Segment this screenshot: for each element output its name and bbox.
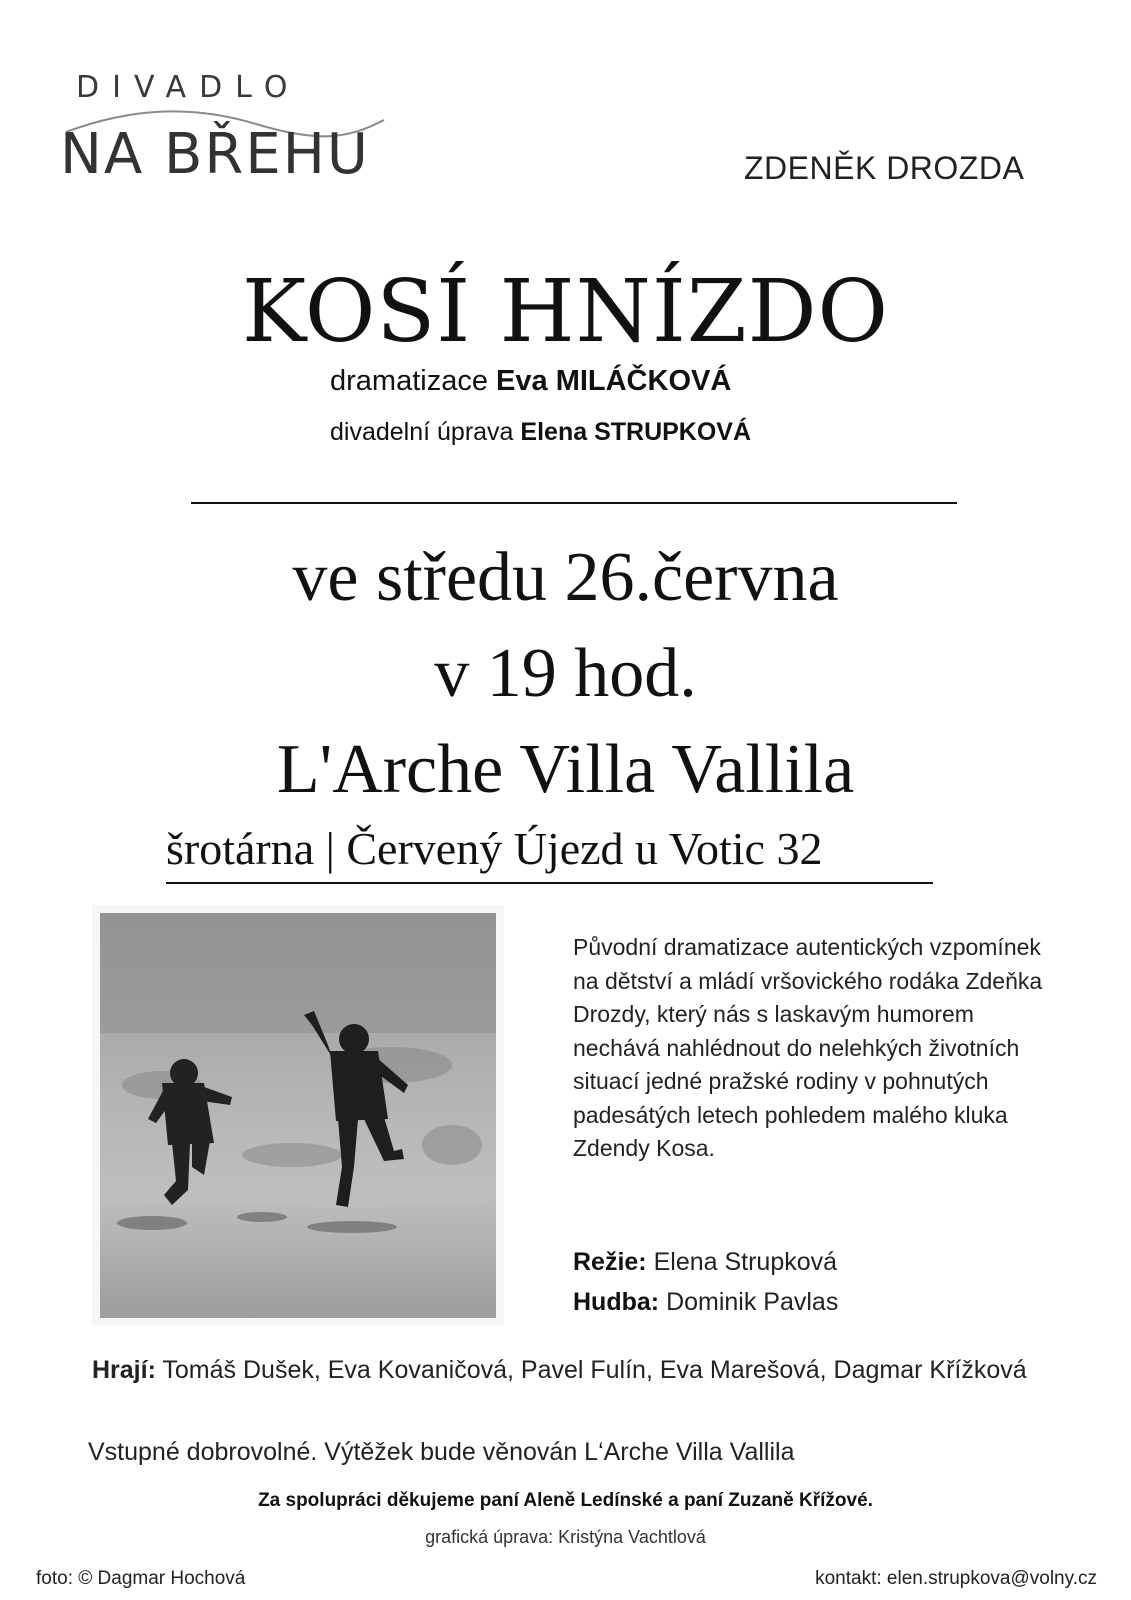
logo-line-divadlo: DIVADLO <box>76 70 301 105</box>
credit-name: Elena STRUPKOVÁ <box>520 418 752 446</box>
photo-credit: foto: © Dagmar Hochová <box>36 1568 246 1589</box>
logo-line-na-brehu: NA BŘEHU <box>60 122 370 187</box>
photo-jumping-boys <box>92 905 504 1325</box>
credit-label: dramatizace <box>330 365 488 397</box>
role-label: Režie: <box>573 1248 647 1276</box>
event-time: v 19 hod. <box>434 635 697 712</box>
cast-label: Hrají: <box>92 1356 156 1384</box>
credit-dramatization <box>330 365 731 398</box>
credit-label: divadelní úprava <box>330 418 514 446</box>
cast-list <box>92 1350 1082 1390</box>
author-name: ZDENĚK DROZDA <box>744 150 1025 186</box>
role-music <box>573 1288 838 1317</box>
address-underline <box>166 882 933 884</box>
play-description: Původní dramatizace autentických vzpomínek na dětství a mládí vršovického rodáka Zdeňka Drozdy, který nás s laskavým humorem nechává nahlédnout do nelehkých životních situací jedné pražské rodiny v pohnutých padesátých letech pohledem malého kluka Zdendy Kosa. <box>573 934 1043 1161</box>
cast-names: Tomáš Dušek, Eva Kovaničová, Pavel Fulín, Eva Marešová, Dagmar Křížková <box>162 1356 1027 1384</box>
event-venue: L'Arche Villa Vallila <box>276 731 855 808</box>
event-date: ve středu 26.června <box>292 539 839 616</box>
thanks-note: Za spolupráci děkujeme paní Aleně Ledínské a paní Zuzaně Křížové. <box>258 1490 873 1511</box>
role-label: Hudba: <box>573 1288 660 1316</box>
event-address: šrotárna | Červený Újezd u Votic 32 <box>166 823 823 874</box>
credit-stage-adaptation <box>330 418 751 447</box>
contact-email: kontakt: elen.strupkova@volny.cz <box>815 1568 1097 1589</box>
divider-line <box>191 502 957 504</box>
credit-name: Eva MILÁČKOVÁ <box>496 365 732 397</box>
role-value: Elena Strupková <box>653 1248 838 1276</box>
entry-note: Vstupné dobrovolné. Výtěžek bude věnován L‘Arche Villa Vallila <box>88 1438 795 1466</box>
graphic-design-credit: grafická úprava: Kristýna Vachtlová <box>425 1527 706 1547</box>
role-director <box>573 1248 837 1277</box>
role-value: Dominik Pavlas <box>666 1288 839 1316</box>
play-title: KOSÍ HNÍZDO <box>241 262 890 362</box>
